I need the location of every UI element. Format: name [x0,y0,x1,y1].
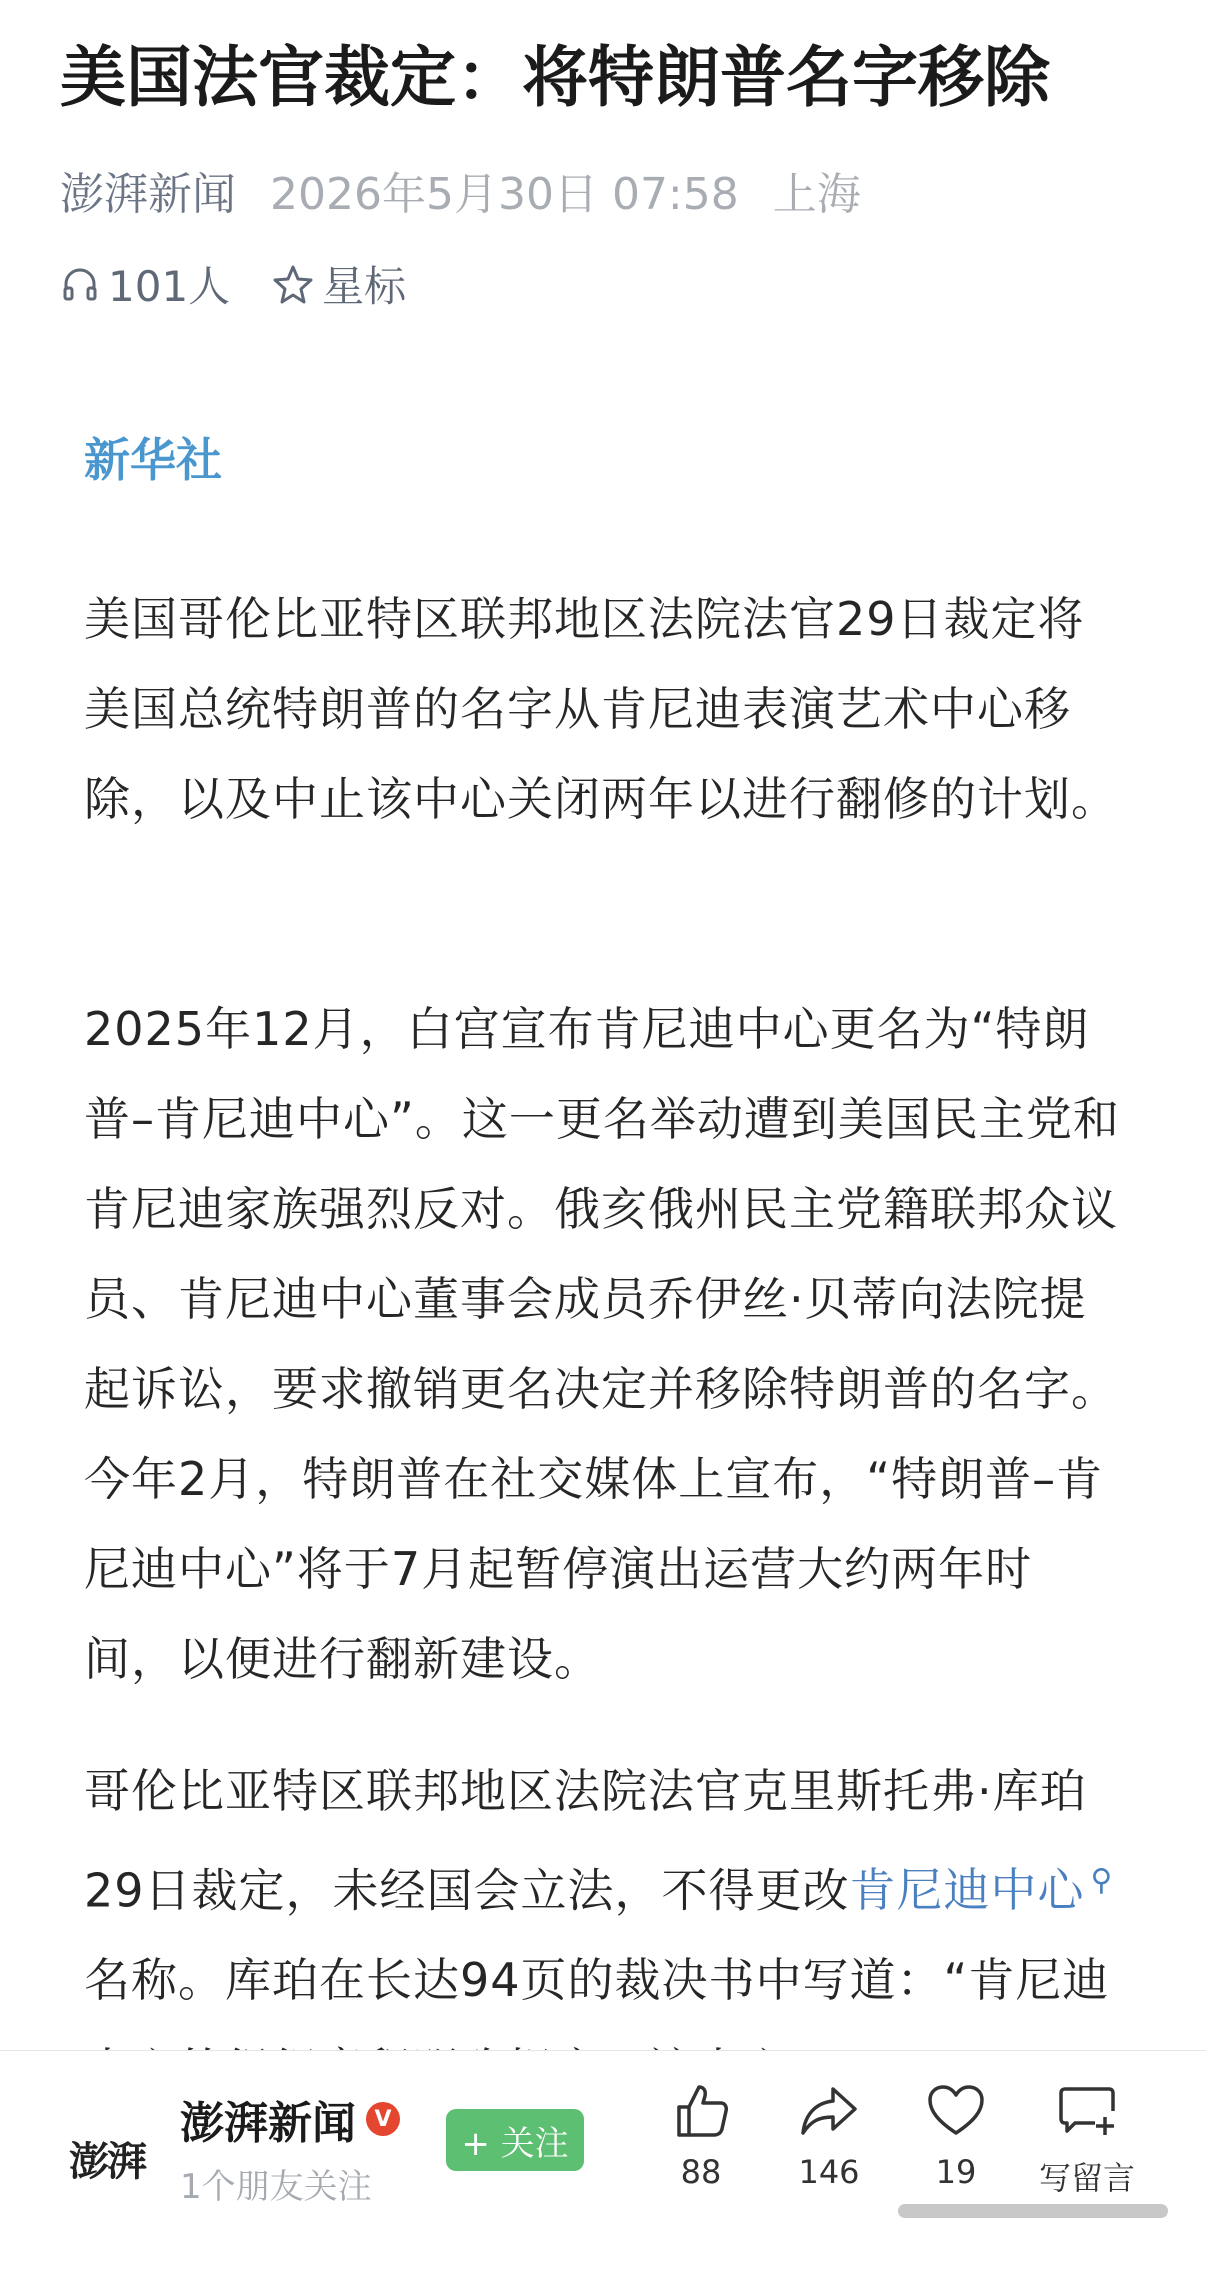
article-paragraph [84,1746,1124,2046]
thumbs-up-icon [671,2081,731,2141]
verified-badge: V [366,2102,400,2136]
like-button[interactable] [636,2081,766,2241]
publish-datetime: 2026年5月30日 07:58 [270,169,739,220]
home-indicator[interactable] [898,2204,1168,2218]
headphones-icon [60,264,100,304]
star-button[interactable] [272,254,406,314]
favorite-count: 19 [935,2153,977,2191]
account-logo[interactable]: 澎湃 [69,2137,145,2185]
source-link[interactable]: 澎湃新闻 [60,169,236,220]
bottom-action-bar [0,2050,1206,2271]
account-name-row[interactable] [180,2087,400,2151]
account-name: 澎湃新闻 [180,2098,356,2149]
share-arrow-icon [799,2081,859,2141]
article-stats [60,254,448,314]
news-agency: 新华社 [84,433,222,487]
star-icon [272,263,314,305]
link-text: 肯尼迪中心 [849,1863,1085,1918]
search-icon: ⚲ [1090,1863,1114,1898]
paragraph-text: 名称。库珀在长达94页的裁决书中写道：“肯尼迪 [84,1953,1110,2008]
article-meta [60,160,861,220]
listener-count: 101人 [108,262,231,311]
heart-icon [926,2081,986,2141]
share-count: 146 [798,2153,860,2191]
article-paragraph: 美国哥伦比亚特区联邦地区法院法官29日裁定将美国总统特朗普的名字从肯尼迪表演艺术中心移除，以及中止该中心关闭两年以进行翻修的计划。 [84,592,1118,826]
listen-button[interactable] [60,254,230,314]
comment-label: 写留言 [1038,2159,1135,2197]
article-title: 美国法官裁定：将特朗普名字移除 [60,39,1050,116]
like-count: 88 [680,2153,722,2191]
kennedy-center-search-link[interactable] [850,1863,1114,1917]
friends-following: 1个朋友关注 [180,2167,372,2207]
article-paragraph: 2025年12月，白宫宣布肯尼迪中心更名为“特朗普–肯尼迪中心”。这一更名举动遭到美国民主党和肯尼迪家族强烈反对。俄亥俄州民主党籍联邦众议员、肯尼迪中心董事会成员乔伊丝·贝蒂向法院提起诉讼，要求撤销更名决定并移除特朗普的名字。今年2月，特朗普在社交媒体上宣布，“特朗普–肯尼迪中心”将于7月起暂停演出运营大约两年时间，以便进行翻新建设。 [84,1002,1120,1686]
share-button[interactable] [764,2081,894,2241]
comment-plus-icon [1057,2081,1117,2141]
star-label: 星标 [322,262,407,311]
publish-location: 上海 [772,169,861,220]
follow-button[interactable]: + 关注 [446,2109,584,2171]
paragraph-text: 哥伦比亚特区联邦地区法院法官克里斯托弗·库珀29日裁定，未经国会立法，不得更改 [84,1764,1087,1918]
